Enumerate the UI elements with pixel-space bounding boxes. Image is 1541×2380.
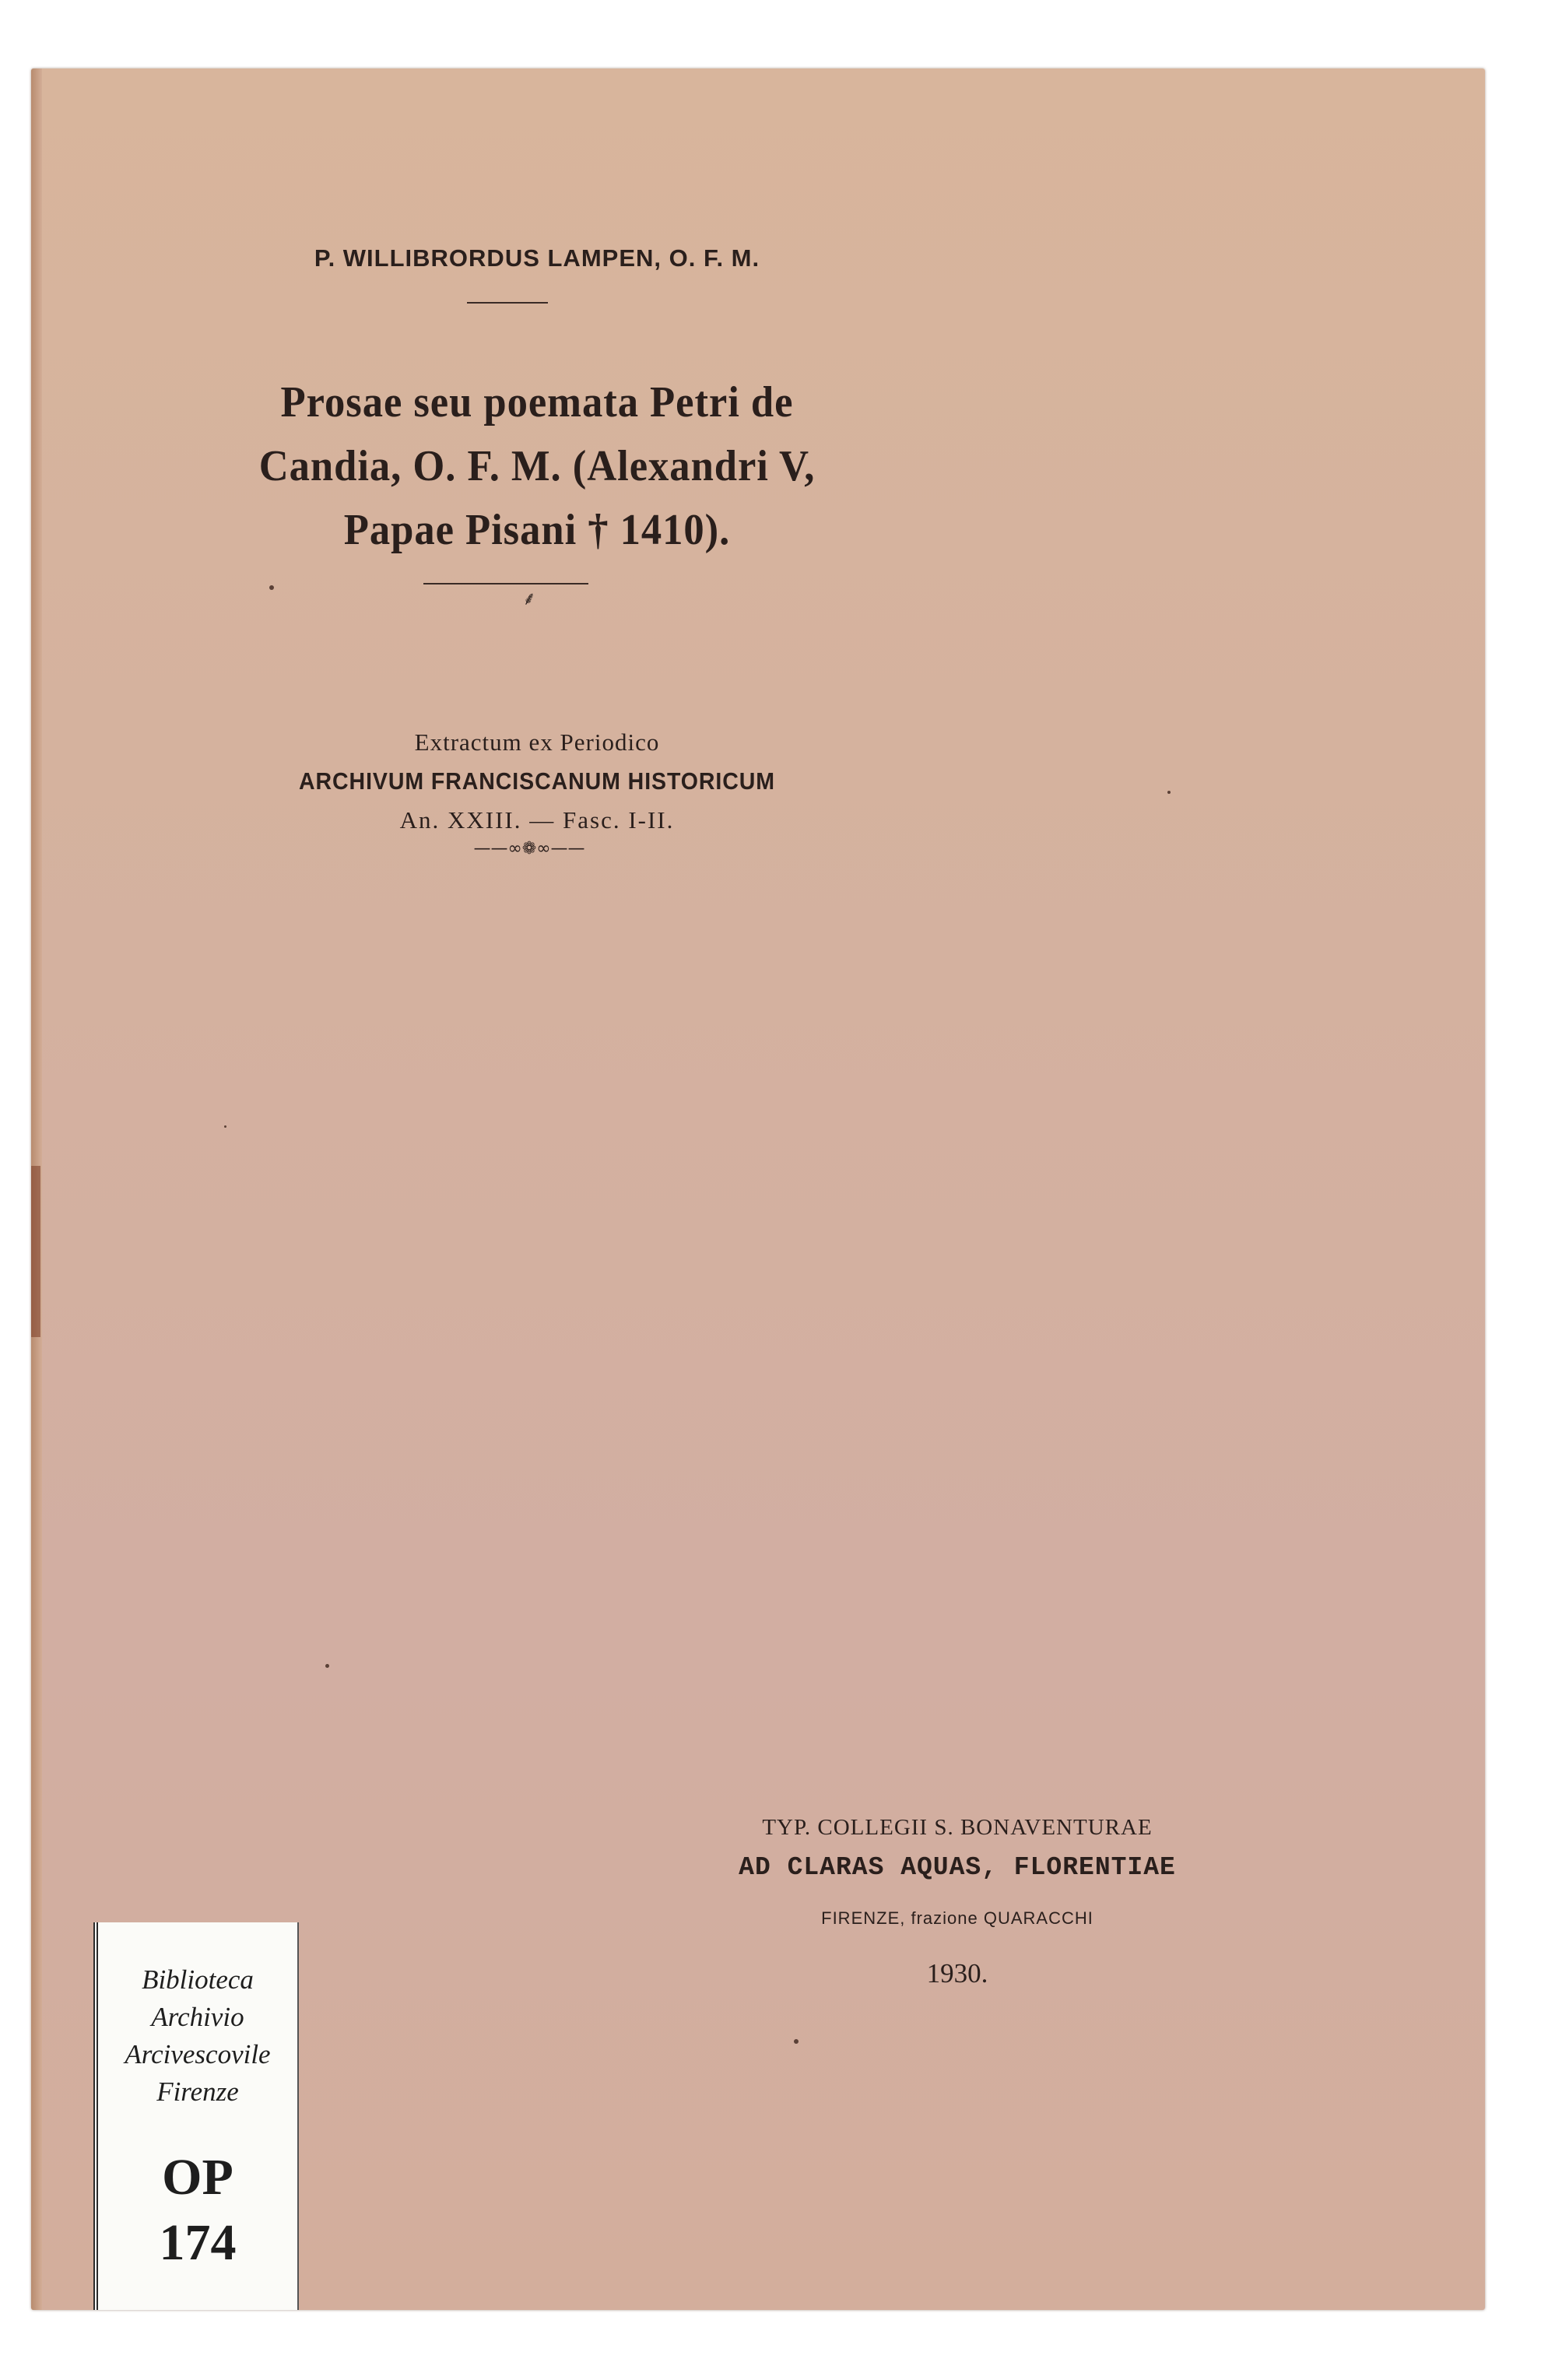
imprint-year: 1930. bbox=[926, 1958, 988, 1989]
imprint-city: FIRENZE, frazione QUARACCHI bbox=[821, 1908, 1093, 1928]
author-name: P. WILLIBRORDUS LAMPEN, O. F. M. bbox=[314, 244, 760, 272]
periodical-name: ARCHIVUM FRANCISCANUM HISTORICUM bbox=[299, 767, 775, 795]
library-label bbox=[93, 1922, 299, 2310]
author-rule bbox=[467, 302, 548, 304]
issue-line: An. XXIII. — Fasc. I-II. bbox=[399, 806, 675, 834]
library-name bbox=[98, 1961, 297, 2111]
title-line-2: Candia, O. F. M. (Alexandri V, bbox=[258, 442, 816, 490]
paper-speck bbox=[1167, 791, 1171, 794]
library-line-1: Biblioteca bbox=[142, 1964, 254, 1995]
library-line-2: Archivio bbox=[151, 2002, 244, 2032]
booklet-cover bbox=[31, 68, 1485, 2310]
shelf-mark-prefix: OP bbox=[162, 2149, 233, 2206]
spine-stain bbox=[31, 1166, 40, 1337]
shelf-mark-number: 174 bbox=[159, 2214, 237, 2271]
library-line-3: Arcivescovile bbox=[125, 2039, 271, 2069]
library-line-4: Firenze bbox=[156, 2076, 239, 2107]
paper-speck bbox=[794, 2039, 799, 2044]
ornament-bottom: ——∞❁∞—— bbox=[473, 839, 585, 858]
title-rule bbox=[423, 583, 588, 584]
document-title bbox=[186, 370, 888, 562]
paper-speck bbox=[269, 585, 274, 590]
title-line-3: Papae Pisani † 1410). bbox=[343, 506, 731, 554]
imprint-place: AD CLARAS AQUAS, FLORENTIAE bbox=[739, 1853, 1176, 1882]
paper-speck bbox=[224, 1125, 226, 1128]
title-line-1: Prosae seu poemata Petri de bbox=[280, 378, 794, 427]
imprint-typ: TYP. COLLEGII S. BONAVENTURAE bbox=[762, 1815, 1153, 1840]
ornament-top: ⸙ bbox=[522, 588, 536, 609]
shelf-mark bbox=[98, 2145, 297, 2276]
paper-speck bbox=[325, 1664, 329, 1668]
extract-line: Extractum ex Periodico bbox=[414, 728, 660, 756]
